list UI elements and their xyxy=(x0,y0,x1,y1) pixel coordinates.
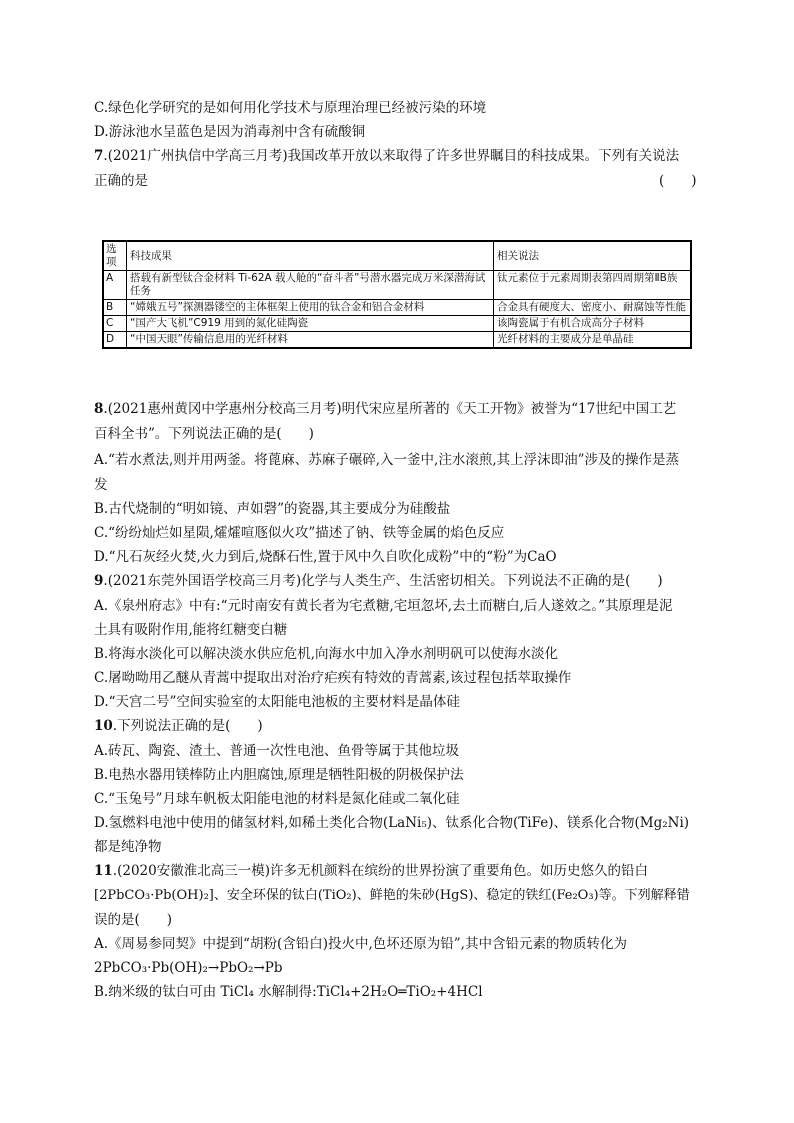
row-option: C xyxy=(103,316,127,332)
q7-stem-line2: 正确的是 xyxy=(94,173,148,189)
table-row xyxy=(103,316,691,332)
q11-option-a-line1: A.《周易参同契》中提到“胡粉(含铅白)投火中,色坏还原为铅”,其中含铅元素的物质转化为 xyxy=(94,936,627,952)
q8-stem-line2: 百科全书”。下列说法正确的是( ) xyxy=(94,426,314,442)
q11-stem-line2: [2PbCO₃·Pb(OH)₂]、安全环保的钛白(TiO₂)、鲜艳的朱砂(HgS)、稳定的铁红(Fe₂O₃)等。下列解释错 xyxy=(94,888,690,903)
header-achievement: 科技成果 xyxy=(127,241,494,271)
row-statement: 该陶瓷属于有机合成高分子材料 xyxy=(494,316,692,332)
q6-option-d: D.游泳池水呈蓝色是因为消毒剂中含有硫酸铜 xyxy=(94,124,366,140)
q8-stem-line1: 8.(2021惠州黄冈中学惠州分校高三月考)明代宋应星所著的《天工开物》被誉为“17世纪中国工艺 xyxy=(94,401,677,417)
q9-number: 9 xyxy=(94,573,104,589)
q7-number: 7 xyxy=(94,148,104,164)
row-option: B xyxy=(103,300,127,316)
q10-stem: 10.下列说法正确的是( ) xyxy=(94,718,263,734)
q10-option-d-line2: 都是纯净物 xyxy=(94,839,162,855)
q11-option-a-line2: 2PbCO₃·Pb(OH)₂→PbO₂→Pb xyxy=(94,960,283,976)
q9-option-a-line1: A.《泉州府志》中有:“元时南安有黄长者为宅煮糖,宅垣忽坏,去土而糖白,后人遂效之。”其原理是泥 xyxy=(94,598,673,614)
q9-option-a-line2: 土具有吸附作用,能将红糖变白糖 xyxy=(94,622,288,638)
table-row xyxy=(103,300,691,316)
q9-stem: 9.(2021东莞外国语学校高三月考)化学与人类生产、生活密切相关。下列说法不正确的是( ) xyxy=(94,573,663,589)
q6-option-c: C.绿色化学研究的是如何用化学技术与原理治理已经被污染的环境 xyxy=(94,100,487,116)
q11-number: 11 xyxy=(94,863,113,879)
row-statement: 光纤材料的主要成分是单晶硅 xyxy=(494,332,692,349)
q10-number: 10 xyxy=(94,718,113,734)
q10-option-c: C.“玉兔号”月球车帆板太阳能电池的材料是氮化硅或二氧化硅 xyxy=(94,791,460,807)
row-achievement: “国产大飞机”C919 用到的氮化硅陶瓷 xyxy=(127,316,494,332)
row-achievement: 搭载有新型钛合金材料 Ti-62A 载人舱的“奋斗者”号潜水器完成万米深潜海试任务 xyxy=(127,271,494,300)
q8-number: 8 xyxy=(94,401,104,417)
q9-option-b: B.将海水淡化可以解决淡水供应危机,向海水中加入净水剂明矾可以使海水淡化 xyxy=(94,646,559,662)
q8-option-a-line1: A.“若水煮法,则并用两釜。将蓖麻、苏麻子碾碎,入一釜中,注水滚煎,其上浮沫即油”涉及的操作是蒸 xyxy=(94,452,680,468)
q8-option-a-line2: 发 xyxy=(94,477,108,493)
row-achievement: “嫦娥五号”探测器镂空的主体框架上使用的钛合金和铝合金材料 xyxy=(127,300,494,316)
q10-option-d-line1: D.氢燃料电池中使用的储氢材料,如稀土类化合物(LaNi₅)、钛系化合物(TiFe)、镁系化合物(Mg₂Ni) xyxy=(94,815,690,831)
q9-option-d: D.“天宫二号”空间实验室的太阳能电池板的主要材料是晶体硅 xyxy=(94,694,460,710)
q10-option-b: B.电热水器用镁棒防止内胆腐蚀,原理是牺牲阳极的阴极保护法 xyxy=(94,767,464,783)
q7-answer-paren: ( ) xyxy=(659,173,697,189)
row-statement: 合金具有硬度大、密度小、耐腐蚀等性能 xyxy=(494,300,692,316)
q7-table xyxy=(102,240,692,349)
q7-stem-line1: 7.(2021广州执信中学高三月考)我国改革开放以来取得了许多世界瞩目的科技成果。下列有关说法 xyxy=(94,148,680,164)
q8-option-b: B.古代烧制的“明如镜、声如磬”的瓷器,其主要成分为硅酸盐 xyxy=(94,501,451,517)
row-option: D xyxy=(103,332,127,349)
q11-stem-line1: 11.(2020安徽淮北高三一模)许多无机颜料在缤纷的世界扮演了重要角色。如历史悠久的铅白 xyxy=(94,863,648,879)
q11-option-b: B.纳米级的钛白可由 TiCl₄ 水解制得:TiCl₄+2H₂O═TiO₂+4HCl xyxy=(94,984,483,1000)
q8-option-c: C.“纷纷灿烂如星陨,㸌㸌喧豗似火攻”描述了钠、铁等金属的焰色反应 xyxy=(94,525,505,541)
header-statement: 相关说法 xyxy=(494,241,692,271)
q8-option-d: D.“凡石灰经火焚,火力到后,烧酥石性,置于风中久自吹化成粉”中的“粉”为CaO xyxy=(94,549,557,565)
row-option: A xyxy=(103,271,127,300)
q10-option-a: A.砖瓦、陶瓷、渣土、普通一次性电池、鱼骨等属于其他垃圾 xyxy=(94,743,460,759)
table-row xyxy=(103,332,691,349)
header-option: 选项 xyxy=(103,241,127,271)
table-header-row xyxy=(103,241,691,271)
table-row xyxy=(103,271,691,300)
row-statement: 钛元素位于元素周期表第四周期第ⅡB族 xyxy=(494,271,692,300)
row-achievement: “中国天眼”传输信息用的光纤材料 xyxy=(127,332,494,349)
q9-option-c: C.屠呦呦用乙醚从青蒿中提取出对治疗疟疾有特效的青蒿素,该过程包括萃取操作 xyxy=(94,670,572,686)
q11-stem-line3: 误的是( ) xyxy=(94,912,173,928)
